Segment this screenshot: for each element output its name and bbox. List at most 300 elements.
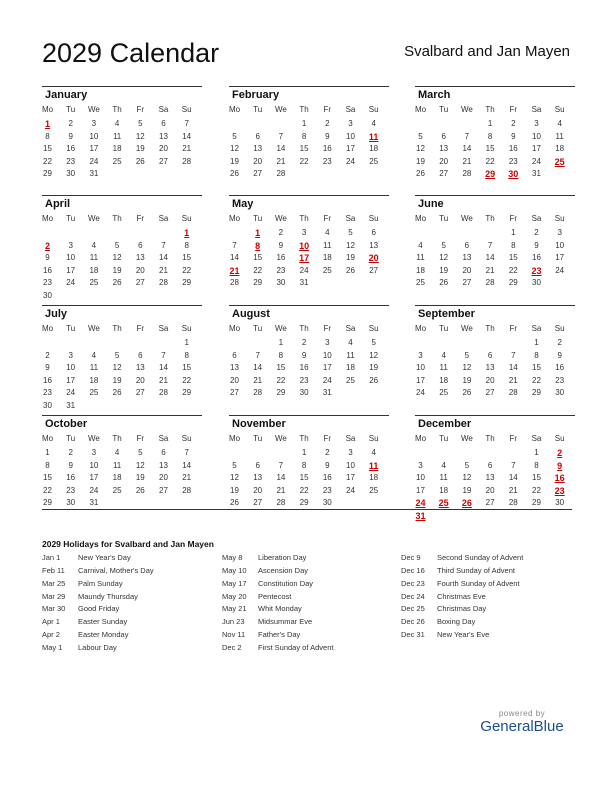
day-cell: 31 bbox=[322, 388, 332, 398]
day-cell: 28 bbox=[182, 156, 192, 166]
day-cell: 9 bbox=[68, 460, 73, 470]
day-cell: 28 bbox=[159, 278, 168, 288]
day-cell: 2 bbox=[68, 119, 73, 128]
day-cell: 12 bbox=[230, 144, 239, 154]
day-cell: 2 bbox=[511, 119, 516, 128]
day-cell: 11 bbox=[89, 363, 99, 373]
day-cell: 29 bbox=[276, 388, 286, 398]
day-cell: 23 bbox=[555, 375, 565, 385]
day-cell: 23 bbox=[66, 156, 76, 166]
page-title: 2029 Calendar bbox=[42, 38, 220, 68]
weekday-header: Fr bbox=[509, 324, 518, 333]
holiday-day-cell: 9 bbox=[557, 460, 563, 471]
day-cell: 22 bbox=[253, 265, 263, 275]
day-cell: 12 bbox=[112, 363, 122, 373]
weekday-header: Tu bbox=[66, 324, 76, 333]
day-cell: 19 bbox=[135, 144, 145, 154]
day-cell: 23 bbox=[322, 485, 332, 495]
holiday-name: New Year's Eve bbox=[437, 630, 490, 640]
weekday-header: Su bbox=[554, 324, 565, 333]
weekday-header: Mo bbox=[228, 105, 241, 114]
day-cell: 21 bbox=[253, 375, 263, 385]
day-cell: 22 bbox=[508, 265, 518, 275]
day-cell: 16 bbox=[322, 144, 332, 154]
day-cell: 14 bbox=[230, 253, 239, 263]
day-cell: 4 bbox=[371, 448, 376, 457]
weekday-header: We bbox=[274, 214, 287, 223]
day-cell: 3 bbox=[91, 119, 97, 128]
day-cell: 4 bbox=[325, 228, 330, 237]
weekday-header: Th bbox=[112, 324, 122, 333]
month-divider bbox=[42, 195, 202, 196]
day-cell: 7 bbox=[255, 350, 260, 360]
day-cell: 8 bbox=[278, 350, 284, 360]
day-cell: 7 bbox=[184, 119, 189, 128]
day-cell: 6 bbox=[255, 460, 260, 470]
weekday-header: Fr bbox=[323, 214, 332, 223]
day-cell: 14 bbox=[276, 144, 286, 154]
day-cell: 26 bbox=[439, 278, 449, 288]
day-cell: 28 bbox=[230, 278, 239, 288]
day-cell: 11 bbox=[89, 253, 99, 263]
day-cell: 29 bbox=[532, 498, 541, 508]
day-cell: 1 bbox=[487, 119, 493, 128]
weekday-header: Th bbox=[299, 434, 309, 443]
holiday-date: May 21 bbox=[222, 604, 247, 614]
month-divider bbox=[42, 415, 202, 416]
month-name: November bbox=[232, 418, 286, 430]
day-cell: 22 bbox=[276, 375, 286, 385]
day-cell: 17 bbox=[89, 473, 99, 483]
weekday-header: We bbox=[87, 434, 100, 443]
day-cell: 27 bbox=[135, 388, 145, 398]
day-cell: 12 bbox=[369, 350, 379, 360]
holiday-day-cell: 29 bbox=[485, 169, 496, 180]
day-cell: 10 bbox=[555, 240, 565, 250]
weekday-header: Th bbox=[112, 434, 122, 443]
day-cell: 17 bbox=[555, 253, 565, 263]
month-divider bbox=[229, 305, 389, 306]
day-cell: 26 bbox=[230, 498, 239, 508]
weekday-header: Tu bbox=[66, 434, 76, 443]
day-cell: 20 bbox=[135, 375, 145, 385]
holiday-day-cell: 23 bbox=[531, 265, 542, 276]
weekday-header: Th bbox=[485, 434, 495, 443]
holiday-day-cell: 25 bbox=[554, 156, 565, 167]
powered-by-text: powered by bbox=[498, 709, 546, 718]
day-cell: 24 bbox=[66, 388, 76, 398]
month-divider bbox=[415, 305, 575, 306]
day-cell: 30 bbox=[276, 278, 286, 288]
day-cell: 7 bbox=[232, 240, 237, 250]
month-divider bbox=[415, 195, 575, 196]
month-name: May bbox=[232, 198, 254, 210]
weekday-header: Fr bbox=[323, 105, 332, 114]
holiday-day-cell: 25 bbox=[438, 498, 449, 509]
weekday-header: Mo bbox=[41, 434, 54, 443]
weekday-header: Su bbox=[368, 105, 379, 114]
day-cell: 20 bbox=[253, 485, 263, 495]
day-cell: 25 bbox=[369, 485, 379, 495]
weekday-header: Tu bbox=[439, 214, 449, 223]
day-cell: 10 bbox=[346, 131, 355, 141]
day-cell: 14 bbox=[159, 363, 168, 373]
day-cell: 30 bbox=[299, 388, 309, 398]
day-cell: 16 bbox=[299, 363, 309, 373]
weekday-header: Tu bbox=[439, 105, 449, 114]
month-divider bbox=[415, 415, 575, 416]
day-cell: 3 bbox=[348, 448, 353, 457]
footer-branding[interactable] bbox=[472, 709, 572, 735]
day-cell: 8 bbox=[301, 460, 307, 470]
day-cell: 7 bbox=[278, 131, 284, 141]
holiday-day-cell: 8 bbox=[255, 240, 261, 251]
day-cell: 9 bbox=[68, 131, 73, 141]
weekday-header: Mo bbox=[228, 214, 241, 223]
day-cell: 26 bbox=[369, 375, 379, 385]
holiday-name: Christmas Eve bbox=[437, 591, 486, 601]
weekday-header: We bbox=[274, 105, 287, 114]
weekday-header: Su bbox=[181, 214, 192, 223]
day-cell: 31 bbox=[89, 498, 99, 508]
holiday-name: Easter Sunday bbox=[78, 617, 128, 627]
day-cell: 23 bbox=[322, 156, 332, 166]
weekday-header: Sa bbox=[345, 434, 356, 443]
day-cell: 31 bbox=[299, 278, 309, 288]
holiday-date: Dec 26 bbox=[401, 617, 425, 627]
day-cell: 31 bbox=[66, 401, 76, 410]
day-cell: 5 bbox=[418, 131, 423, 141]
day-cell: 16 bbox=[43, 265, 52, 275]
day-cell: 21 bbox=[182, 473, 192, 483]
day-cell: 15 bbox=[532, 473, 541, 483]
day-cell: 10 bbox=[416, 473, 425, 483]
holiday-day-cell: 26 bbox=[461, 498, 472, 509]
region-name: Svalbard and Jan Mayen bbox=[404, 43, 570, 60]
day-cell: 17 bbox=[66, 375, 76, 385]
holiday-name: Labour Day bbox=[78, 642, 117, 652]
day-cell: 21 bbox=[485, 265, 495, 275]
day-cell: 18 bbox=[369, 144, 379, 154]
day-cell: 19 bbox=[462, 485, 472, 495]
day-cell: 11 bbox=[323, 240, 332, 250]
day-cell: 20 bbox=[230, 375, 239, 385]
day-cell: 7 bbox=[161, 350, 166, 360]
day-cell: 25 bbox=[89, 388, 99, 398]
day-cell: 16 bbox=[532, 253, 541, 263]
weekday-header: Fr bbox=[509, 434, 518, 443]
day-cell: 5 bbox=[464, 350, 470, 360]
day-cell: 14 bbox=[159, 253, 168, 263]
day-cell: 23 bbox=[43, 388, 52, 398]
day-cell: 25 bbox=[439, 388, 449, 398]
day-cell: 25 bbox=[112, 485, 122, 495]
day-cell: 27 bbox=[369, 265, 379, 275]
weekday-header: Tu bbox=[253, 105, 263, 114]
holiday-name: Liberation Day bbox=[258, 553, 307, 562]
day-cell: 30 bbox=[66, 498, 76, 508]
day-cell: 9 bbox=[278, 240, 284, 250]
weekday-header: Fr bbox=[323, 434, 332, 443]
holiday-day-cell: 11 bbox=[368, 460, 379, 471]
day-cell: 17 bbox=[416, 485, 425, 495]
month-name: July bbox=[45, 308, 68, 320]
day-cell: 23 bbox=[66, 485, 76, 495]
day-cell: 13 bbox=[462, 253, 472, 263]
day-cell: 11 bbox=[416, 253, 425, 263]
weekday-header: We bbox=[460, 105, 473, 114]
day-cell: 12 bbox=[135, 131, 145, 141]
day-cell: 29 bbox=[299, 498, 309, 508]
holiday-day-cell: 11 bbox=[368, 131, 379, 142]
day-cell: 3 bbox=[68, 240, 73, 250]
day-cell: 9 bbox=[301, 350, 307, 360]
day-cell: 24 bbox=[89, 156, 99, 166]
weekday-header: Tu bbox=[253, 434, 263, 443]
day-cell: 15 bbox=[43, 473, 52, 483]
day-cell: 8 bbox=[184, 240, 189, 250]
holiday-day-cell: 30 bbox=[508, 169, 519, 180]
day-cell: 30 bbox=[43, 401, 52, 410]
holiday-date: Mar 30 bbox=[42, 604, 66, 614]
day-cell: 16 bbox=[322, 473, 332, 483]
day-cell: 3 bbox=[418, 350, 423, 360]
holiday-name: Boxing Day bbox=[437, 617, 476, 627]
day-cell: 15 bbox=[532, 363, 541, 373]
weekday-header: Sa bbox=[158, 324, 169, 333]
day-cell: 16 bbox=[555, 363, 565, 373]
weekday-header: We bbox=[274, 324, 287, 333]
day-cell: 17 bbox=[416, 375, 425, 385]
weekday-header: Sa bbox=[345, 324, 356, 333]
day-cell: 3 bbox=[325, 338, 330, 347]
day-cell: 17 bbox=[532, 144, 541, 154]
weekday-header: Fr bbox=[136, 324, 145, 333]
day-cell: 25 bbox=[346, 375, 355, 385]
day-cell: 20 bbox=[253, 156, 263, 166]
month-name: April bbox=[45, 198, 71, 210]
day-cell: 26 bbox=[112, 388, 122, 398]
holiday-day-cell: 1 bbox=[184, 228, 190, 238]
day-cell: 26 bbox=[135, 485, 145, 495]
day-cell: 28 bbox=[462, 169, 472, 179]
day-cell: 12 bbox=[462, 473, 472, 483]
day-cell: 15 bbox=[485, 144, 495, 154]
day-cell: 8 bbox=[301, 131, 307, 141]
day-cell: 3 bbox=[68, 350, 73, 360]
day-cell: 16 bbox=[508, 144, 518, 154]
day-cell: 22 bbox=[299, 156, 309, 166]
day-cell: 16 bbox=[66, 144, 76, 154]
day-cell: 19 bbox=[112, 265, 122, 275]
holiday-date: May 1 bbox=[42, 642, 63, 652]
weekday-header: Fr bbox=[136, 214, 145, 223]
day-cell: 25 bbox=[112, 156, 122, 166]
day-cell: 1 bbox=[511, 228, 516, 237]
day-cell: 28 bbox=[253, 388, 263, 398]
holiday-day-cell: 2 bbox=[557, 448, 563, 458]
day-cell: 15 bbox=[299, 144, 309, 154]
weekday-header: Su bbox=[368, 434, 379, 443]
holiday-date: Dec 9 bbox=[401, 553, 421, 562]
day-cell: 13 bbox=[253, 473, 263, 483]
day-cell: 13 bbox=[439, 144, 449, 154]
holiday-day-cell: 1 bbox=[255, 228, 261, 238]
day-cell: 27 bbox=[253, 169, 263, 179]
day-cell: 6 bbox=[371, 228, 376, 237]
day-cell: 9 bbox=[557, 350, 562, 360]
holiday-date: Dec 31 bbox=[401, 630, 425, 640]
weekday-header: Su bbox=[554, 105, 565, 114]
day-cell: 5 bbox=[232, 131, 237, 141]
day-cell: 6 bbox=[232, 350, 237, 360]
day-cell: 11 bbox=[439, 363, 448, 373]
day-cell: 25 bbox=[416, 278, 425, 288]
day-cell: 16 bbox=[66, 473, 76, 483]
day-cell: 8 bbox=[534, 460, 539, 470]
day-cell: 8 bbox=[511, 240, 516, 250]
month-name: September bbox=[418, 308, 475, 320]
weekday-header: Th bbox=[485, 324, 495, 333]
day-cell: 21 bbox=[276, 485, 286, 495]
day-cell: 21 bbox=[276, 156, 286, 166]
month-divider bbox=[415, 86, 575, 87]
day-cell: 4 bbox=[114, 119, 120, 128]
weekday-header: Sa bbox=[158, 105, 169, 114]
day-cell: 21 bbox=[159, 265, 168, 275]
holiday-date: May 10 bbox=[222, 565, 247, 575]
day-cell: 6 bbox=[255, 131, 260, 141]
day-cell: 6 bbox=[487, 460, 493, 470]
holiday-date: Jun 23 bbox=[222, 617, 245, 627]
day-cell: 18 bbox=[555, 144, 565, 154]
day-cell: 14 bbox=[276, 473, 286, 483]
holiday-day-cell: 10 bbox=[299, 240, 310, 251]
holiday-day-cell: 21 bbox=[229, 265, 240, 276]
day-cell: 8 bbox=[184, 350, 189, 360]
day-cell: 4 bbox=[418, 240, 423, 250]
day-cell: 13 bbox=[485, 473, 495, 483]
weekday-header: Tu bbox=[253, 324, 263, 333]
day-cell: 11 bbox=[439, 473, 448, 483]
holiday-name: Palm Sunday bbox=[78, 578, 123, 588]
holiday-name: Easter Monday bbox=[78, 630, 129, 640]
day-cell: 3 bbox=[534, 119, 539, 128]
day-cell: 21 bbox=[508, 485, 518, 495]
weekday-header: Su bbox=[368, 214, 379, 223]
holiday-name: Fourth Sunday of Advent bbox=[437, 578, 520, 588]
day-cell: 2 bbox=[68, 448, 73, 457]
weekday-header: Tu bbox=[439, 434, 449, 443]
day-cell: 5 bbox=[348, 228, 353, 237]
brand-logo: GeneralBlue bbox=[480, 718, 564, 735]
weekday-header: Sa bbox=[531, 214, 542, 223]
day-cell: 29 bbox=[508, 278, 518, 288]
day-cell: 22 bbox=[532, 375, 541, 385]
day-cell: 4 bbox=[441, 460, 446, 470]
day-cell: 9 bbox=[511, 131, 516, 141]
day-cell: 12 bbox=[346, 240, 355, 250]
day-cell: 8 bbox=[45, 460, 50, 470]
day-cell: 21 bbox=[159, 375, 168, 385]
weekday-header: Mo bbox=[228, 434, 241, 443]
day-cell: 6 bbox=[161, 448, 166, 457]
day-cell: 10 bbox=[346, 460, 355, 470]
day-cell: 14 bbox=[508, 473, 518, 483]
day-cell: 27 bbox=[439, 169, 449, 179]
day-cell: 22 bbox=[485, 156, 495, 166]
day-cell: 22 bbox=[182, 375, 192, 385]
day-cell: 1 bbox=[278, 338, 284, 347]
day-cell: 13 bbox=[253, 144, 263, 154]
weekday-header: Th bbox=[112, 214, 122, 223]
day-cell: 18 bbox=[439, 485, 449, 495]
day-cell: 22 bbox=[182, 265, 192, 275]
holiday-date: Dec 23 bbox=[401, 578, 425, 588]
day-cell: 3 bbox=[418, 460, 423, 470]
day-cell: 2 bbox=[325, 119, 330, 128]
day-cell: 2 bbox=[278, 228, 284, 237]
weekday-header: Th bbox=[299, 324, 309, 333]
day-cell: 26 bbox=[112, 278, 122, 288]
weekday-header: Fr bbox=[136, 105, 145, 114]
day-cell: 14 bbox=[182, 460, 192, 470]
weekday-header: Tu bbox=[439, 324, 449, 333]
day-cell: 18 bbox=[369, 473, 379, 483]
day-cell: 14 bbox=[485, 253, 495, 263]
day-cell: 28 bbox=[182, 485, 192, 495]
day-cell: 27 bbox=[159, 156, 168, 166]
day-cell: 28 bbox=[276, 498, 286, 508]
day-cell: 22 bbox=[299, 485, 309, 495]
day-cell: 28 bbox=[508, 498, 518, 508]
day-cell: 12 bbox=[230, 473, 239, 483]
holidays-title: 2029 Holidays for Svalbard and Jan Mayen bbox=[42, 539, 214, 549]
day-cell: 25 bbox=[89, 278, 99, 288]
weekday-header: Fr bbox=[136, 434, 145, 443]
holiday-day-cell: 31 bbox=[415, 511, 426, 521]
month-name: January bbox=[45, 89, 88, 101]
day-cell: 25 bbox=[369, 156, 379, 166]
day-cell: 30 bbox=[555, 498, 565, 508]
day-cell: 20 bbox=[485, 485, 495, 495]
day-cell: 19 bbox=[230, 156, 239, 166]
weekday-header: Su bbox=[554, 434, 565, 443]
weekday-header: Mo bbox=[414, 324, 427, 333]
day-cell: 1 bbox=[184, 338, 189, 347]
day-cell: 30 bbox=[555, 388, 565, 398]
holiday-date: Jan 1 bbox=[42, 553, 61, 562]
day-cell: 8 bbox=[487, 131, 493, 141]
day-cell: 7 bbox=[464, 131, 470, 141]
day-cell: 27 bbox=[462, 278, 472, 288]
day-cell: 4 bbox=[91, 240, 97, 250]
holiday-day-cell: 23 bbox=[554, 485, 565, 496]
day-cell: 4 bbox=[557, 119, 562, 128]
day-cell: 19 bbox=[416, 156, 425, 166]
day-cell: 28 bbox=[508, 388, 518, 398]
holiday-date: Feb 11 bbox=[42, 565, 65, 575]
weekday-header: Sa bbox=[158, 434, 169, 443]
weekday-header: We bbox=[460, 324, 473, 333]
day-cell: 28 bbox=[159, 388, 168, 398]
weekday-header: Th bbox=[299, 214, 309, 223]
weekday-header: Th bbox=[112, 105, 122, 114]
day-cell: 20 bbox=[159, 473, 168, 483]
day-cell: 24 bbox=[346, 485, 355, 495]
day-cell: 24 bbox=[89, 485, 99, 495]
weekday-header: Fr bbox=[323, 324, 332, 333]
